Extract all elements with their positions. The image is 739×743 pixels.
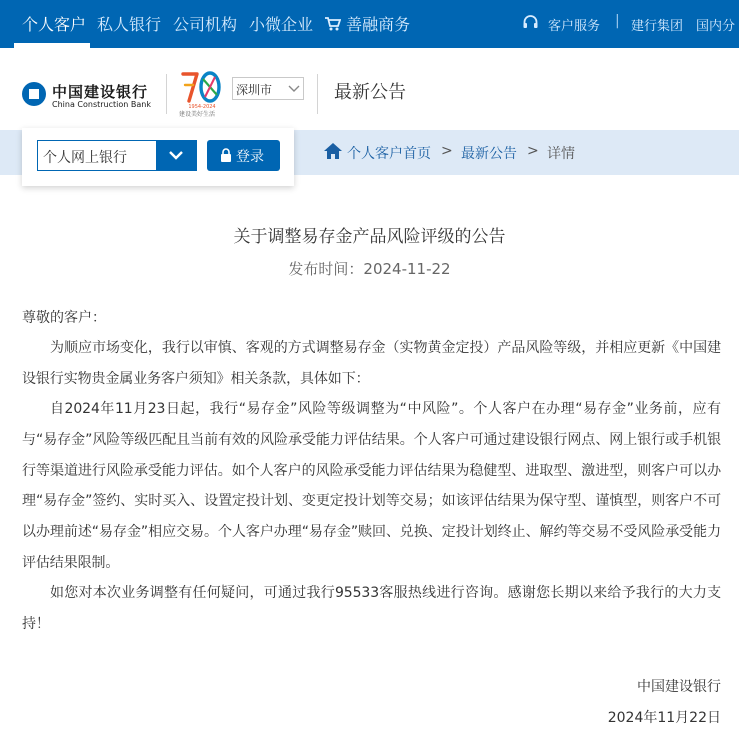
ccb-logo-icon[interactable]	[22, 82, 46, 106]
login-channel-select[interactable]	[37, 140, 197, 171]
article-paragraph: 为顺应市场变化，我行以审慎、客观的方式调整易存金（实物黄金定投）产品风险等级，并相应更新《中国建设银行实物贵金属业务客户须知》相关条款，具体如下：	[22, 340, 721, 387]
top-nav	[0, 0, 739, 48]
domestic-branch-link[interactable]: 国内分	[696, 19, 736, 34]
anniversary-emblem	[180, 70, 224, 116]
nav-ecommerce[interactable]	[325, 12, 410, 35]
nav-separator: |	[615, 13, 620, 29]
header-divider-2	[317, 74, 318, 114]
home-icon[interactable]	[323, 142, 343, 160]
breadcrumb-separator: >	[441, 143, 453, 159]
ccb-group-link[interactable]: 建行集团	[631, 19, 684, 34]
chevron-down-icon	[287, 79, 301, 99]
login-button-label: 登录	[236, 149, 264, 165]
chevron-down-icon	[156, 141, 196, 170]
logo-english[interactable]: China Construction Bank	[52, 100, 151, 109]
login-panel	[22, 128, 294, 186]
cart-icon	[325, 17, 341, 31]
nav-corporate[interactable]: 公司机构	[173, 15, 238, 34]
city-value: 深圳市	[236, 83, 273, 97]
nav-private-banking[interactable]: 私人银行	[97, 15, 162, 34]
login-button[interactable]	[207, 140, 280, 171]
site-header	[0, 48, 739, 130]
article-sign-date: 2024年11月22日	[607, 710, 721, 726]
nav-personal[interactable]: 个人客户	[22, 15, 87, 34]
lock-icon	[220, 148, 232, 162]
breadcrumb-current: 详情	[547, 146, 575, 162]
article-paragraph: 如您对本次业务调整有任何疑问，可通过我行95533客服热线进行咨询。感谢您长期以来给予我行的大力支持！	[22, 585, 721, 632]
headset-icon	[522, 14, 539, 31]
article-paragraph: 自2024年11月23日起，我行“易存金”风险等级调整为“中风险”。个人客户在办理“易存金”业务前，应有与“易存金”风险等级匹配且当前有效的风险承受能力评估结果。个人客户可通过建设银行网点、网上银行或手机银行等渠道进行风险承受能力评估。如个人客户的风险承受能力评估结果为稳健型、进取型、激进型，则客户可以办理“易存金”签约、实时买入、设置定投计划、变更定投计划等交易；如该评估结果为保守型、谨慎型，则客户不可以办理前述“易存金”相应交易。个人客户办理“易存金”赎回、兑换、定投计划终止、解约等交易不受风险承受能力评估结果限制。	[22, 401, 721, 571]
nav-ecommerce-label: 善融商务	[346, 15, 411, 34]
article-signer: 中国建设银行	[637, 679, 721, 695]
logo-chinese[interactable]: 中国建设银行	[52, 83, 149, 101]
article-greeting: 尊敬的客户：	[22, 310, 106, 326]
city-select[interactable]	[232, 77, 304, 100]
customer-service-link[interactable]: 客户服务	[548, 19, 601, 34]
article-title: 关于调整易存金产品风险评级的公告	[233, 227, 506, 247]
breadcrumb-home[interactable]: 个人客户首页	[347, 146, 431, 162]
page-title: 最新公告	[334, 82, 406, 103]
nav-small-business[interactable]: 小微企业	[249, 15, 314, 34]
header-divider	[166, 74, 167, 114]
svg-text:1954-2024: 1954-2024	[188, 104, 216, 110]
article-date: 发布时间：2024-11-22	[288, 260, 451, 278]
login-channel-dropdown-button[interactable]	[156, 141, 196, 170]
breadcrumb-section[interactable]: 最新公告	[461, 146, 517, 162]
anniversary-caption: 建设美好生活	[179, 111, 216, 118]
login-channel-value: 个人网上银行	[43, 150, 127, 166]
breadcrumb-separator: >	[527, 143, 539, 159]
